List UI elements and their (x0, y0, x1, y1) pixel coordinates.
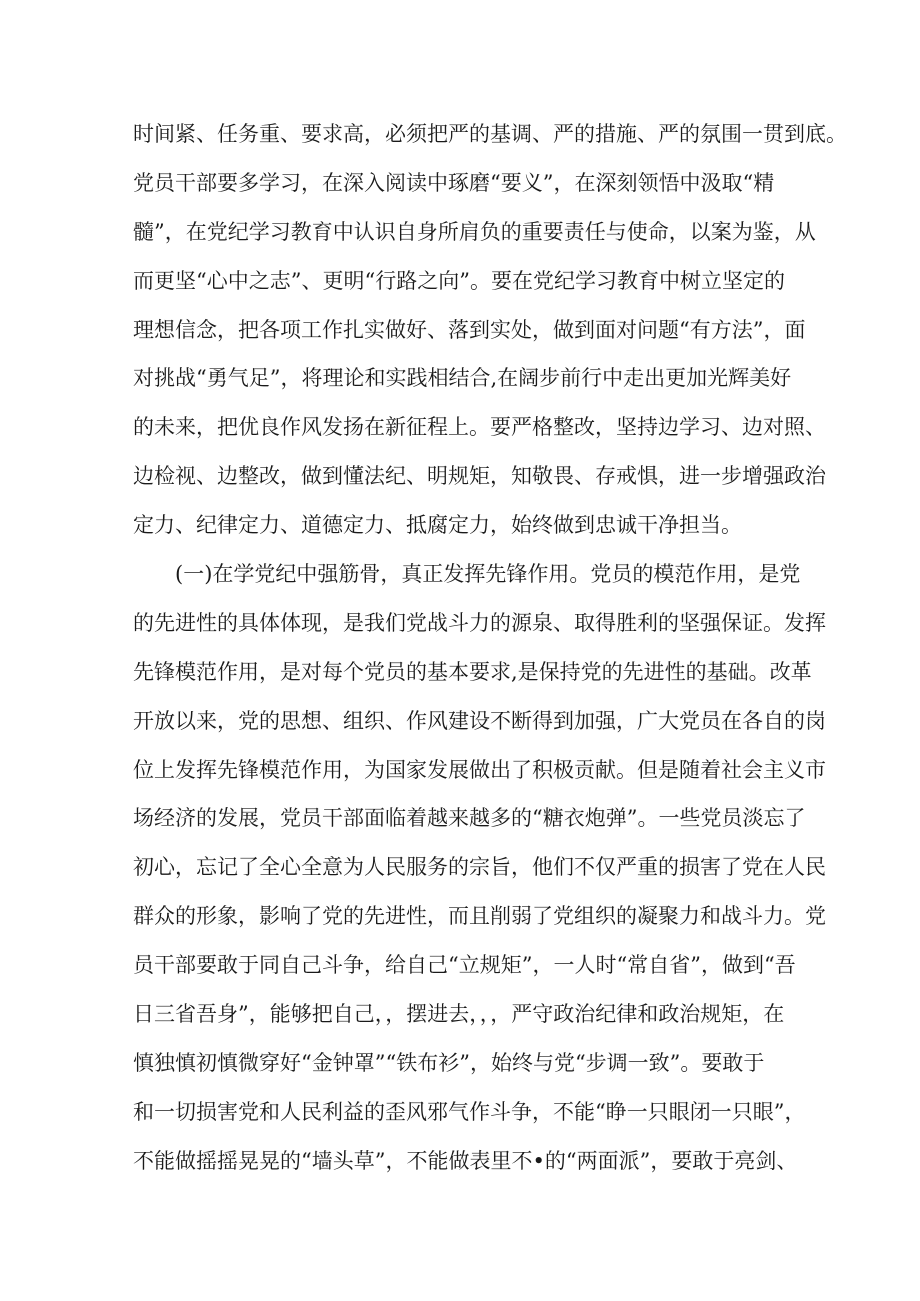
paragraph-1 (133, 110, 847, 550)
text-line: 对挑战“勇气足”，将理论和实践相结合,在阔步前行中走出更加光辉美好 (133, 366, 792, 391)
text-line: (一)在学党纪中强筋骨，真正发挥先锋作用。党员的模范作用，是党 (133, 562, 801, 587)
text-line: 而更坚“心中之志”、更明“行路之向”。要在党纪学习教育中树立坚定的 (133, 268, 785, 293)
text-line: 员干部要敢于同自己斗争，给自己“立规矩”，一人时“常自省”，做到“吾 (133, 953, 796, 978)
text-line: 日三省吾身”，能够把自己，，摆进去，，，严守政治纪律和政治规矩，在 (133, 1002, 785, 1027)
paragraph-2 (133, 550, 826, 1186)
text-line: 不能做摇摇晃晃的“墙头草”，不能做表里不•的“两面派”，要敢于亮剑、 (133, 1148, 798, 1173)
text-line: 群众的形象，影响了党的先进性，而且削弱了党组织的凝聚力和战斗力。党 (133, 904, 826, 929)
text-line: 和一切损害党和人民利益的歪风邪气作斗争，不能“睁一只眼闭一只眼”， (133, 1099, 806, 1124)
text-line: 边检视、边整改，做到懂法纪、明规矩，知敬畏、存戒惧，进一步增强政治 (133, 464, 826, 489)
text-line: 先锋模范作用，是对每个党员的基本要求,是保持党的先进性的基础。改革 (133, 659, 812, 684)
text-line: 髓”，在党纪学习教育中认识自身所肩负的重要责任与使命，以案为鉴，从 (133, 219, 816, 244)
text-line: 的未来，把优良作风发扬在新征程上。要严格整改，坚持边学习、边对照、 (133, 415, 826, 440)
text-line: 的先进性的具体体现，是我们党战斗力的源泉、取得胜利的坚强保证。发挥 (133, 610, 826, 635)
text-line: 初心，忘记了全心全意为人民服务的宗旨，他们不仅严重的损害了党在人民 (133, 855, 826, 880)
text-line: 理想信念，把各项工作扎实做好、落到实处，做到面对问题“有方法”，面 (133, 317, 806, 342)
text-line: 场经济的发展，党员干部面临着越来越多的“糖衣炮弹”。一些党员淡忘了 (133, 806, 806, 831)
text-line: 开放以来，党的思想、组织、作风建设不断得到加强，广大党员在各自的岗 (133, 708, 826, 733)
text-line: 定力、纪律定力、道德定力、抵腐定力，始终做到忠诚干净担当。 (133, 513, 742, 538)
text-line: 位上发挥先锋模范作用，为国家发展做出了积极贡献。但是随着社会主义市 (133, 757, 826, 782)
text-line: 慎独慎初慎微穿好“金钟罩”“铁布衫”，始终与党“步调一致”。要敢于 (133, 1050, 765, 1075)
text-line: 时间紧、任务重、要求高，必须把严的基调、严的措施、严的氛围一贯到底。 (133, 122, 847, 146)
text-line: 党员干部要多学习，在深入阅读中琢磨“要义”，在深刻领悟中汲取“精 (133, 170, 775, 195)
body-text (133, 110, 847, 1186)
